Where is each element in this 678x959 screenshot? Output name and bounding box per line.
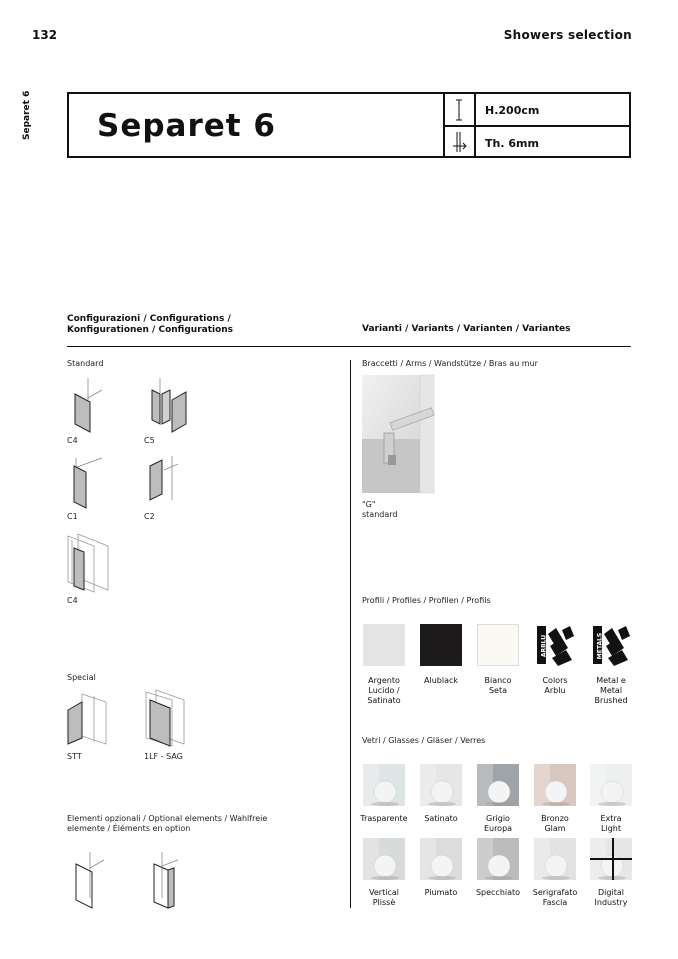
thickness-value: Th. 6mm xyxy=(485,137,539,150)
config-c4-drawing xyxy=(66,378,110,434)
profiles-label: Profili / Profiles / Profilen / Profils xyxy=(362,596,491,605)
config-c2-drawing xyxy=(148,456,192,512)
profile-swatch xyxy=(534,624,576,666)
section-title: Showers selection xyxy=(503,28,632,42)
config-label: C2 xyxy=(144,512,155,521)
heading-rule xyxy=(67,346,631,347)
profile-caption: Bianco Seta xyxy=(484,676,512,695)
glass-caption: Trasparente xyxy=(360,814,408,823)
column-divider xyxy=(350,360,351,908)
optional-element-drawing xyxy=(70,852,110,910)
glass-swatch xyxy=(590,838,632,880)
optional-element-drawing xyxy=(148,852,188,910)
arm-caption: "G" standard xyxy=(362,500,398,519)
config-1lf-sag-drawing xyxy=(142,690,190,748)
svg-text:ARBLU: ARBLU xyxy=(540,634,548,658)
svg-text:METALS: METALS xyxy=(596,632,604,660)
profile-caption: Colors Arblu xyxy=(542,676,568,695)
profile-caption: Alublack xyxy=(424,676,458,685)
profile-caption: Metal e Metal Brushed xyxy=(594,676,628,705)
height-value: H.200cm xyxy=(485,104,540,117)
glass-swatch xyxy=(534,838,576,880)
glass-caption: Vertical Plissè xyxy=(369,888,399,907)
glass-swatch xyxy=(420,838,462,880)
glass-swatch xyxy=(363,838,405,880)
config-label: C1 xyxy=(67,512,78,521)
glass-swatch xyxy=(590,764,632,806)
profile-swatch xyxy=(363,624,405,666)
special-label: Special xyxy=(67,673,96,682)
thickness-icon xyxy=(452,132,468,154)
standard-label: Standard xyxy=(67,359,104,368)
configurations-heading: Configurazioni / Configurations / Konfigurationen / Configurations xyxy=(67,314,234,335)
config-c1-drawing xyxy=(66,456,110,512)
glass-caption: Specchiato xyxy=(475,888,521,897)
glass-swatch xyxy=(477,838,519,880)
config-label: C4 xyxy=(67,596,78,605)
arms-label: Braccetti / Arms / Wandstütze / Bras au mur xyxy=(362,359,538,368)
config-c4b-drawing xyxy=(64,532,112,594)
divider xyxy=(443,125,629,127)
page-number: 132 xyxy=(32,28,58,42)
profile-caption: Argento Lucido / Satinato xyxy=(367,676,401,705)
glass-caption: Satinato xyxy=(424,814,458,823)
glass-swatch xyxy=(420,764,462,806)
optional-label: Elementi opzionali / Optional elements / Wahlfreie elemente / Éléments en option xyxy=(67,814,268,833)
glass-caption: Grigio Europa xyxy=(483,814,513,833)
profile-swatch xyxy=(420,624,462,666)
config-label: 1LF - SAG xyxy=(144,752,183,761)
config-label: STT xyxy=(67,752,82,761)
glass-caption: Extra Light xyxy=(600,814,622,833)
glass-caption: Serigrafato Fascia xyxy=(532,888,578,907)
glass-caption: Bronzo Glam xyxy=(541,814,569,833)
glasses-label: Vetri / Glasses / Gläser / Verres xyxy=(362,736,486,745)
glass-swatch xyxy=(477,764,519,806)
config-label: C4 xyxy=(67,436,78,445)
config-stt-drawing xyxy=(64,692,112,748)
variants-heading: Varianti / Variants / Varianten / Variantes xyxy=(362,324,571,334)
glass-swatch xyxy=(363,764,405,806)
glass-caption: Digital Industry xyxy=(594,888,628,907)
config-c5-drawing xyxy=(148,378,192,434)
arm-photo xyxy=(362,375,434,493)
glass-caption: Piumato xyxy=(424,888,458,897)
profile-swatch xyxy=(590,624,632,666)
title-box xyxy=(67,92,631,158)
side-label: Separet 6 xyxy=(22,90,32,140)
product-title: Separet 6 xyxy=(97,108,276,144)
config-label: C5 xyxy=(144,436,155,445)
profile-swatch xyxy=(477,624,519,666)
height-icon xyxy=(452,98,466,122)
glass-swatch xyxy=(534,764,576,806)
